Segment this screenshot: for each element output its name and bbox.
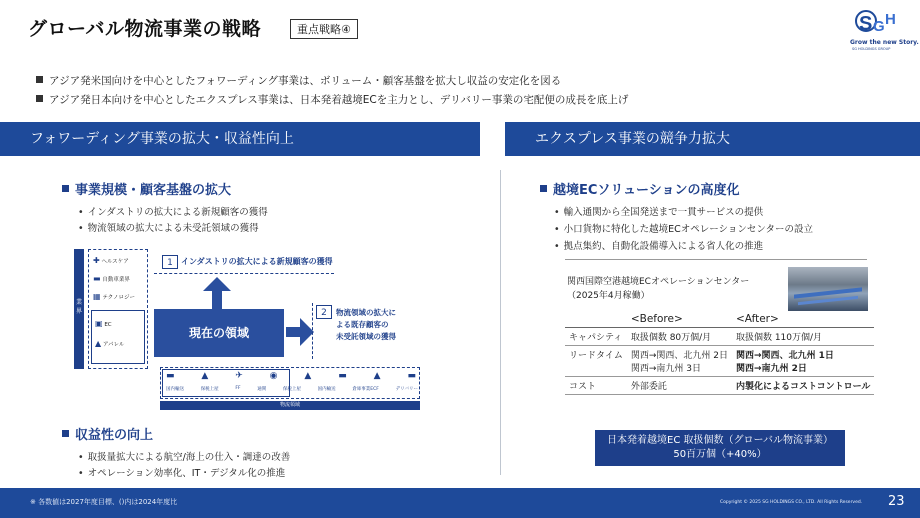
logo-subtitle: SG HOLDINGS GROUP bbox=[852, 47, 891, 51]
svg-text:G: G bbox=[873, 18, 885, 35]
warehouse-icon: ▲ bbox=[201, 371, 209, 381]
truck-icon: ▬ bbox=[166, 371, 175, 381]
ec-icon: ▣ bbox=[95, 319, 103, 328]
industry-healthcare: ✚ ヘルスケア bbox=[93, 256, 129, 265]
plane-icon: ✈ bbox=[235, 371, 243, 381]
chip-icon: ▦ bbox=[93, 292, 101, 301]
up-arrow bbox=[202, 277, 232, 309]
section2-bullet-2: • オペレーション効率化、IT・デジタル化の推進 bbox=[78, 465, 285, 479]
industry-column bbox=[88, 249, 148, 369]
section-profit-title: 収益性の向上 bbox=[62, 424, 153, 443]
ec-bullet-1: • 輸入通関から全国発送まで一貫サービスの提供 bbox=[554, 204, 763, 218]
industry-axis-label: 業界 bbox=[75, 299, 82, 315]
shirt-icon: ▲ bbox=[95, 339, 102, 348]
industry-technology: ▦ テクノロジー bbox=[93, 292, 135, 301]
table-header bbox=[565, 311, 874, 328]
truck-icon: ▬ bbox=[338, 371, 347, 381]
after-header: <After> bbox=[732, 311, 874, 328]
footer-note: ※ 各数値は2027年度目標、()内は2024年度比 bbox=[30, 498, 178, 506]
left-panel-header: フォワーディング事業の拡大・収益性向上 bbox=[0, 122, 480, 156]
industry-ec: ▣ EC bbox=[95, 319, 112, 328]
table-row: キャパシティ 取扱個数 80万個/月 取扱個数 110万個/月 bbox=[565, 328, 874, 346]
right-arrow bbox=[286, 317, 314, 347]
center-date: （2025年4月稼働） bbox=[567, 291, 650, 301]
page-number: 23 bbox=[888, 494, 905, 509]
company-logo bbox=[850, 6, 919, 52]
truck-icon: ▬ bbox=[407, 371, 416, 381]
logo-tagline: Grow the new Story. bbox=[850, 39, 919, 46]
warehouse-icon: ▲ bbox=[304, 371, 312, 381]
logistics-labels: 国内輸送 保税上屋 FF 通関 保税上屋 国内輸送 倉庫事業ECF デリバリー bbox=[166, 386, 418, 392]
section-ec-title: 越境ECソリューションの高度化 bbox=[540, 179, 740, 198]
page-title: グローバル物流事業の戦略 bbox=[28, 18, 262, 40]
expansion-diagram bbox=[74, 247, 434, 412]
warehouse-photo bbox=[788, 267, 868, 311]
industry-automotive: ▬ 自動車業界 bbox=[93, 274, 130, 283]
section2-bullet-1: • 取扱量拡大による航空/海上の仕入・調達の改善 bbox=[78, 449, 290, 463]
ec-bullet-2: • 小口貨物に特化した越境ECオペレーションセンターの設立 bbox=[554, 221, 813, 235]
panel-divider bbox=[500, 170, 501, 475]
warehouse-icon: ▲ bbox=[373, 371, 381, 381]
box2-number: 2 bbox=[316, 305, 332, 319]
box1-line bbox=[154, 273, 334, 274]
ec-bullet-3: • 拠点集約、自動化設備導入による省人化の推進 bbox=[554, 238, 763, 252]
box2-text: 物流領域の拡大に よる既存顧客の 未受託領域の獲得 bbox=[336, 308, 396, 341]
kpi-box bbox=[595, 430, 845, 466]
top-bullet-1: アジア発米国向けを中心としたフォワーディング事業は、ボリューム・顧客基盤を拡大し収益の安定化を図る bbox=[36, 73, 561, 88]
strategy-badge: 重点戦略④ bbox=[290, 19, 358, 39]
customs-icon: ◉ bbox=[269, 371, 278, 381]
top-bullet-2: アジア発日本向けを中心としたエクスプレス事業は、日本発着越境ECを主力とし、デリバリー事業の宅配便の成長を底上げ bbox=[36, 92, 628, 107]
healthcare-icon: ✚ bbox=[93, 256, 100, 265]
center-top-line bbox=[565, 259, 867, 260]
conveyor-belt bbox=[798, 296, 858, 305]
current-industries-box bbox=[91, 310, 145, 364]
industry-apparel: ▲ アパレル bbox=[95, 339, 125, 348]
logistics-axis-label: 物流領域 bbox=[160, 401, 420, 410]
svg-text:S: S bbox=[859, 13, 873, 35]
kpi-line-2: 50百万個（+40%） bbox=[673, 449, 767, 460]
table-row: コスト 外部委託 内製化によるコストコントロール bbox=[565, 377, 874, 395]
section-scale-title: 事業規模・顧客基盤の拡大 bbox=[62, 179, 231, 198]
box1-text: インダストリの拡大による新規顧客の獲得 bbox=[181, 257, 333, 266]
before-after-table bbox=[565, 311, 874, 395]
box1-number: 1 bbox=[162, 255, 178, 269]
car-icon: ▬ bbox=[93, 274, 101, 283]
svg-text:H: H bbox=[885, 11, 896, 28]
before-header: <Before> bbox=[627, 311, 732, 328]
section1-bullet-1: • インダストリの拡大による新規顧客の獲得 bbox=[78, 204, 268, 218]
center-name: 関西国際空港越境ECオペレーションセンター bbox=[567, 277, 750, 287]
current-domain-box: 現在の領域 bbox=[154, 309, 284, 357]
copyright: Copyright © 2025 SG HOLDINGS CO., LTD. All Rights Reserved. bbox=[720, 500, 863, 505]
logistics-icons bbox=[166, 371, 416, 381]
section1-bullet-2: • 物流領域の拡大による未受託領域の獲得 bbox=[78, 220, 259, 234]
right-panel-header: エクスプレス事業の競争力拡大 bbox=[505, 122, 920, 156]
kpi-line-1: 日本発着越境EC 取扱個数（グローバル物流事業） bbox=[607, 435, 833, 446]
table-row: リードタイム 関西→関西、北九州 2日 関西→南九州 3日 関西→関西、北九州 1日 関西→南九州 2日 bbox=[565, 346, 874, 377]
box2-line bbox=[312, 303, 313, 359]
